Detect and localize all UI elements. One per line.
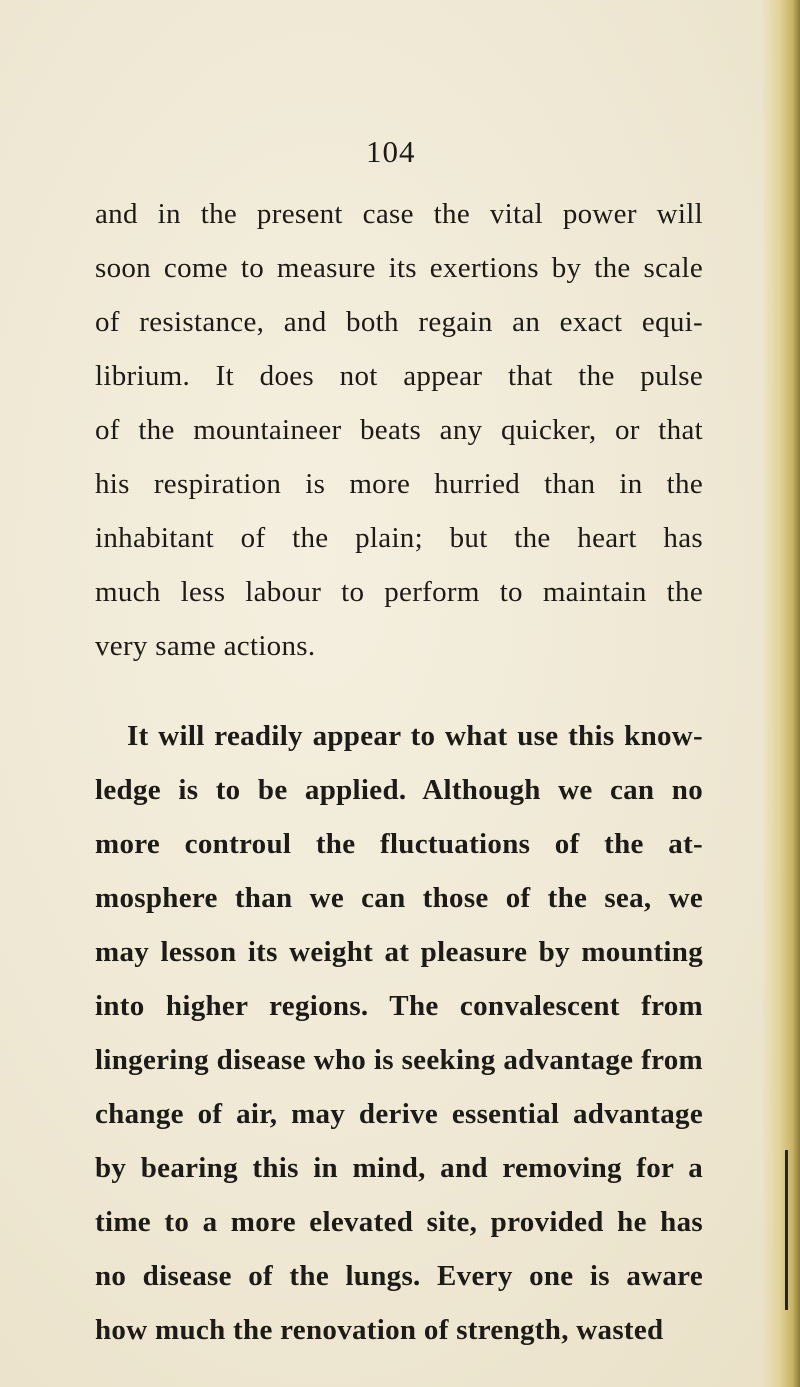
text-line: It will readily appear to what use this know- <box>127 720 703 752</box>
text-line: mosphere than we can those of the sea, we <box>95 882 703 914</box>
text-line: how much the renovation of strength, wasted <box>95 1314 664 1346</box>
text-line: by bearing this in mind, and removing for a <box>95 1152 703 1184</box>
text-line: lingering disease who is seeking advantage from <box>95 1044 703 1076</box>
text-line: inhabitant of the plain; but the heart has <box>95 522 703 554</box>
text-line: and in the present case the vital power will <box>95 198 703 230</box>
text-line: of the mountaineer beats any quicker, or that <box>95 414 703 446</box>
text-line: ledge is to be applied. Although we can no <box>95 774 703 806</box>
paragraph-gap <box>95 673 703 709</box>
text-line: change of air, may derive essential advantage <box>95 1098 703 1130</box>
text-line: much less labour to perform to maintain the <box>95 576 703 608</box>
text-line: soon come to measure its exertions by the scale <box>95 252 703 284</box>
text-line: his respiration is more hurried than in the <box>95 468 703 500</box>
page-number: 104 <box>366 134 416 169</box>
paragraph-1 <box>95 187 703 673</box>
text-line: very same actions. <box>95 630 316 662</box>
page-edge-shadow <box>762 0 800 1387</box>
text-line: no disease of the lungs. Every one is aware <box>95 1260 703 1292</box>
text-line: into higher regions. The convalescent from <box>95 990 703 1022</box>
text-line: may lesson its weight at pleasure by mounting <box>95 936 703 968</box>
text-line: librium. It does not appear that the pulse <box>95 360 703 392</box>
text-line: more controul the fluctuations of the at- <box>95 828 703 860</box>
text-line: of resistance, and both regain an exact equi- <box>95 306 703 338</box>
page-edge-mark <box>785 1150 788 1310</box>
paragraph-2 <box>95 709 703 1357</box>
body-text <box>95 187 703 1357</box>
text-line: time to a more elevated site, provided he has <box>95 1206 703 1238</box>
